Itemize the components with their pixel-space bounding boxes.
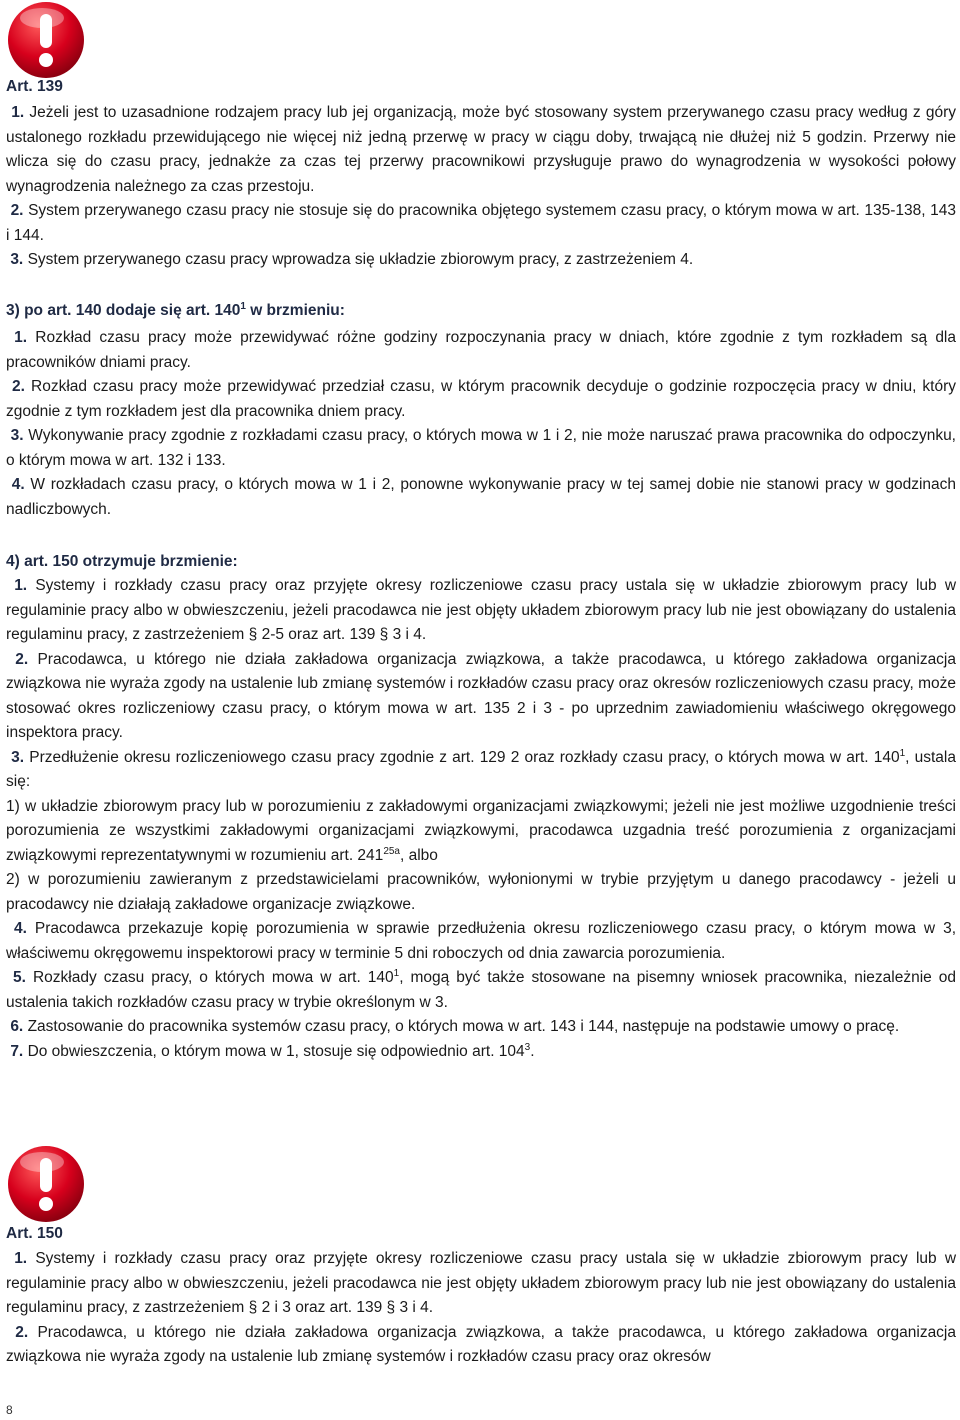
amendment-4-paragraph-2: 2. Pracodawca, u którego nie działa zakładowa organizacja związkowa, a także pracodawca, u którego zakładowa organizacja związkowa nie wyraża zgody na ustalenie lub zmianę systemów i rozkładów czasu pracy oraz okresów rozliczeniowych czasu pracy, może stosować okres rozliczeniowy czasu pracy, o którym mowa w art. 135 2 i 3 - po uprzednim zawiadomieniu właściwego okręgowego inspektora pracy. [6, 650, 956, 741]
amendment-4-paragraph-4: 4. Pracodawca przekazuje kopię porozumienia w sprawie przedłużenia okresu rozliczeniowego czasu pracy, o którym mowa w 3, właściwemu okręgowemu inspektorowi pracy w terminie 5 dni roboczych od dnia zawarcia porozumienia. [6, 920, 957, 962]
amendment-3-body [6, 326, 956, 522]
art-139-body [6, 101, 956, 273]
section-sign: § [379, 626, 389, 643]
art-150-title: Art. 150 [6, 1225, 63, 1242]
amendment-4-title: 4) art. 150 otrzymuje brzmienie: [6, 553, 238, 570]
art-139-paragraph-3: 3. System przerywanego czasu pracy wprowadza się układzie zbiorowym pracy, z zastrzeżeniem 4. [10, 251, 694, 268]
warning-exclamation-icon [6, 0, 86, 80]
section-sign: § [248, 1299, 258, 1316]
art-139-paragraph-1: 1. Jeżeli jest to uzasadnione rodzajem pracy lub jej organizacją, może być stosowany system przerywanego czasu pracy według z góry ustalonego rozkładu przewidującego nie więcej niż jedną przerwę w pracy w ciągu doby, trwającą nie dłużej niż 5 godzin. Przerwy nie wlicza się do czasu pracy, jednakże za czas tej przerwy pracownikowi przysługuje prawo do wynagrodzenia w wysokości połowy wynagrodzenia należnego za czas przestoju. [6, 104, 957, 195]
warning-exclamation-icon [6, 1144, 86, 1224]
amendment-3-paragraph-3: 3. Wykonywanie pracy zgodnie z rozkładami czasu pracy, o których mowa w 1 i 2, nie może naruszać prawa pracownika do odpoczynku, o którym mowa w art. 132 i 133. [6, 427, 956, 469]
amendment-3-title: 3) po art. 140 dodaje się art. $140^1$ w brzmieniu: [6, 300, 345, 319]
amendment-4-paragraph-1: 1. Systemy i rozkłady czasu pracy oraz przyjęte okresy rozliczeniowe czasu pracy ustala się w układzie zbiorowym pracy lub w regulaminie pracy albo w obwieszczeniu, jeżeli pracodawca nie jest objęty układem zbiorowym pracy lub nie jest obowiązany do ustalenia regulaminu pracy, z zastrzeżeniem § 2-5 oraz art. 139 § 3 i 4. [6, 577, 957, 643]
section-sign: § [386, 1299, 396, 1316]
amendment-4-item-1: 1) w układzie zbiorowym pracy lub w porozumieniu z zakładowymi organizacjami związkowymi; jeżeli nie jest możliwe uzgodnienie treści porozumienia ze wszystkimi zakładowymi organizacjami związkowymi, pracodawca uzgadnia treść porozumienia z organizacjami związkowymi reprezentatywnymi w rozumieniu art. $241^{25a}$, albo [6, 797, 956, 864]
amendment-4-paragraph-3: 3. Przedłużenie okresu rozliczeniowego czasu pracy zgodnie z art. 129 2 oraz rozkłady czasu pracy, o których mowa w art. $140^1$, ustala się: [6, 747, 956, 790]
art-139-paragraph-2: 2. System przerywanego czasu pracy nie stosuje się do pracownika objętego systemem czasu pracy, o którym mowa w art. 135-138, 143 i 144. [6, 202, 957, 244]
amendment-4-body [6, 574, 956, 1064]
amendment-4-paragraph-7: 7. Do obwieszczenia, o którym mowa w 1, stosuje się odpowiednio art. $104^3$. [10, 1041, 535, 1060]
amendment-3-paragraph-2: 2. Rozkład czasu pracy może przewidywać przedział czasu, w którym pracownik decyduje o godzinie rozpoczęcia pracy w dniu, który zgodnie z tym rozkładem jest dla pracownika dniem pracy. [6, 378, 957, 420]
amendment-4-paragraph-6: 6. Zastosowanie do pracownika systemów czasu pracy, o których mowa w art. 143 i 144, następuje na podstawie umowy o pracę. [10, 1018, 900, 1035]
section-sign: § [248, 626, 258, 643]
amendment-3-paragraph-4: 4. W rozkładach czasu pracy, o których mowa w 1 i 2, ponowne wykonywanie pracy w tej samej dobie nie stanowi pracy w godzinach nadliczbowych. [6, 476, 957, 518]
art-150-paragraph-2: 2. Pracodawca, u którego nie działa zakładowa organizacja związkowa, a także pracodawca, u którego zakładowa organizacja związkowa nie wyraża zgody na ustalenie lub zmianę systemów i rozkładów czasu pracy oraz okresów [6, 1323, 956, 1365]
art-150-body [6, 1247, 956, 1370]
amendment-4-paragraph-5: 5. Rozkłady czasu pracy, o których mowa w art. $140^1$, mogą być także stosowane na pisemny wniosek pracownika, niezależnie od ustalenia takich rozkładów czasu pracy w trybie określonym w 3. [6, 967, 957, 1011]
page-number: 8 [6, 1403, 13, 1417]
art-150-paragraph-1: 1. Systemy i rozkłady czasu pracy oraz przyjęte okresy rozliczeniowe czasu pracy ustala się w układzie zbiorowym pracy lub w regulaminie pracy albo w obwieszczeniu, jeżeli pracodawca nie jest objęty układem zbiorowym pracy lub nie jest obowiązany do ustalenia regulaminu pracy, z zastrzeżeniem § 2 i 3 oraz art. 139 § 3 i 4. [6, 1250, 957, 1316]
amendment-4-item-2: 2) w porozumieniu zawieranym z przedstawicielami pracowników, wyłonionymi w trybie przyjętym u danego pracodawcy - jeżeli u pracodawcy nie działają zakładowe organizacje związkowe. [6, 871, 956, 913]
amendment-3-paragraph-1: 1. Rozkład czasu pracy może przewidywać różne godziny rozpoczynania pracy w dniach, które zgodnie z tym rozkładem są dla pracowników dniami pracy. [6, 329, 956, 371]
art-139-title: Art. 139 [6, 78, 63, 95]
